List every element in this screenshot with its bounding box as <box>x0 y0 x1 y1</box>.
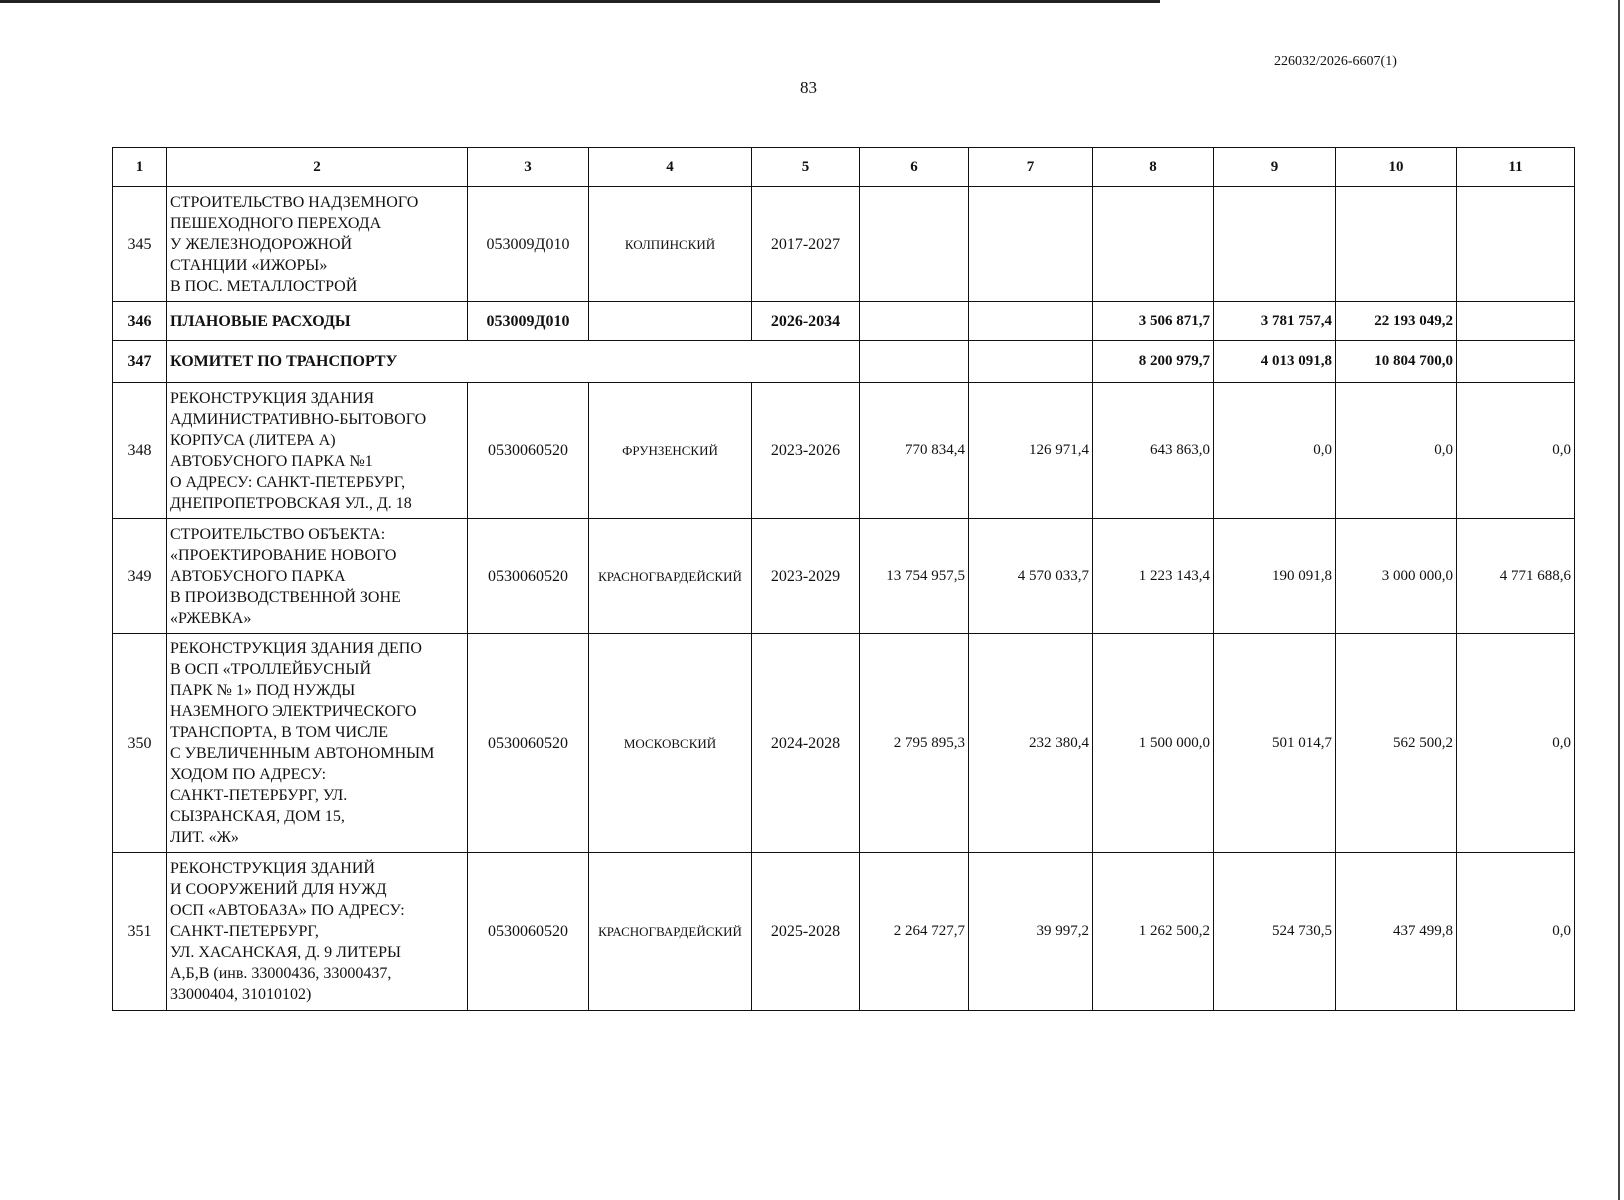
object-name-line: 33000404, 31010102) <box>170 986 312 1003</box>
table-row <box>113 187 1575 302</box>
row-number: 348 <box>113 383 167 519</box>
object-name-line: СТРОИТЕЛЬСТВО ОБЪЕКТА: <box>170 525 386 543</box>
amount-col11: 0,0 <box>1457 383 1575 519</box>
amount-col7 <box>969 341 1093 383</box>
object-name-line: С УВЕЛИЧЕННЫМ АВТОНОМНЫМ <box>170 745 435 762</box>
object-name-line: ДНЕПРОПЕТРОВСКАЯ УЛ., Д. 18 <box>170 494 412 512</box>
object-name-line: ОСП «АВТОБАЗА» ПО АДРЕСУ: <box>170 902 405 919</box>
row-number: 351 <box>113 853 167 1011</box>
amount-col7: 126 971,4 <box>969 383 1093 519</box>
object-name-line: В ПРОИЗВОДСТВЕННОЙ ЗОНЕ <box>170 588 401 606</box>
amount-col6: 770 834,4 <box>860 383 969 519</box>
scan-edge-right <box>1618 0 1620 1200</box>
column-header: 8 <box>1093 148 1214 187</box>
scan-edge-top <box>0 0 1160 3</box>
amount-col10: 437 499,8 <box>1336 853 1457 1011</box>
object-name-line: СТРОИТЕЛЬСТВО НАДЗЕМНОГО <box>170 193 419 211</box>
object-name-line: АВТОБУСНОГО ПАРКА №1 <box>170 452 373 470</box>
object-name-line: ПЕШЕХОДНОГО ПЕРЕХОДА <box>170 214 382 232</box>
period: 2025-2028 <box>752 853 860 1011</box>
object-name-line: РЕКОНСТРУКЦИЯ ЗДАНИЙ <box>170 860 375 877</box>
object-name-line: КОРПУСА (ЛИТЕРА А) <box>170 431 336 449</box>
object-name-line: «ПРОЕКТИРОВАНИЕ НОВОГО <box>170 546 397 564</box>
object-name-line: ПЛАНОВЫЕ РАСХОДЫ <box>170 312 351 330</box>
object-name-line: АВТОБУСНОГО ПАРКА <box>170 567 346 585</box>
object-name <box>167 853 468 1011</box>
amount-col10: 3 000 000,0 <box>1336 519 1457 634</box>
district: ФРУНЗЕНСКИЙ <box>589 383 752 519</box>
column-header: 11 <box>1457 148 1575 187</box>
amount-col11 <box>1457 302 1575 341</box>
amount-col6 <box>860 341 969 383</box>
period: 2024-2028 <box>752 634 860 853</box>
row-number: 345 <box>113 187 167 302</box>
table-row <box>113 383 1575 519</box>
object-name-line: АДМИНИСТРАТИВНО-БЫТОВОГО <box>170 410 427 428</box>
amount-col7: 4 570 033,7 <box>969 519 1093 634</box>
district: КРАСНОГВАРДЕЙСКИЙ <box>589 519 752 634</box>
object-name-line: САНКТ-ПЕТЕРБУРГ, УЛ. <box>170 787 348 804</box>
amount-col8: 3 506 871,7 <box>1093 302 1214 341</box>
row-number: 350 <box>113 634 167 853</box>
object-name <box>167 634 468 853</box>
object-name <box>167 383 468 519</box>
object-name-line: У ЖЕЛЕЗНОДОРОЖНОЙ <box>170 235 353 253</box>
column-header: 4 <box>589 148 752 187</box>
district <box>589 302 752 341</box>
amount-col10: 0,0 <box>1336 383 1457 519</box>
amount-col10: 10 804 700,0 <box>1336 341 1457 383</box>
table-row <box>113 302 1575 341</box>
object-name <box>167 187 468 302</box>
object-name-line: ТРАНСПОРТА, В ТОМ ЧИСЛЕ <box>170 724 389 741</box>
amount-col9: 4 013 091,8 <box>1214 341 1336 383</box>
amount-col6 <box>860 302 969 341</box>
period: 2017-2027 <box>752 187 860 302</box>
table-row <box>113 341 1575 383</box>
object-name <box>167 302 468 341</box>
amount-col11: 0,0 <box>1457 634 1575 853</box>
amount-col7 <box>969 302 1093 341</box>
object-name-line: ЛИТ. «Ж» <box>170 829 239 846</box>
table-header-row <box>113 148 1575 187</box>
row-number: 346 <box>113 302 167 341</box>
amount-col9: 501 014,7 <box>1214 634 1336 853</box>
object-name-line: ПАРК № 1» ПОД НУЖДЫ <box>170 682 356 699</box>
amount-col8 <box>1093 187 1214 302</box>
amount-col10: 562 500,2 <box>1336 634 1457 853</box>
amount-col6: 2 795 895,3 <box>860 634 969 853</box>
amount-col8: 1 223 143,4 <box>1093 519 1214 634</box>
amount-col8: 1 500 000,0 <box>1093 634 1214 853</box>
row-number: 347 <box>113 341 167 383</box>
column-header: 3 <box>468 148 589 187</box>
object-name-line: РЕКОНСТРУКЦИЯ ЗДАНИЯ <box>170 389 375 407</box>
budget-code: 0530060520 <box>468 634 589 853</box>
column-header: 10 <box>1336 148 1457 187</box>
budget-code: 0530060520 <box>468 853 589 1011</box>
district: МОСКОВСКИЙ <box>589 634 752 853</box>
column-header: 5 <box>752 148 860 187</box>
object-name-line: СТАНЦИИ «ИЖОРЫ» <box>170 256 328 274</box>
amount-col7 <box>969 187 1093 302</box>
amount-col10: 22 193 049,2 <box>1336 302 1457 341</box>
amount-col11: 0,0 <box>1457 853 1575 1011</box>
document-id: 226032/2026-6607(1) <box>1274 54 1397 69</box>
amount-col9 <box>1214 187 1336 302</box>
object-name-line: «РЖЕВКА» <box>170 609 252 627</box>
amount-col10 <box>1336 187 1457 302</box>
district: КОЛПИНСКИЙ <box>589 187 752 302</box>
amount-col6 <box>860 187 969 302</box>
object-name-line: РЕКОНСТРУКЦИЯ ЗДАНИЯ ДЕПО <box>170 640 422 657</box>
object-name-line: УЛ. ХАСАНСКАЯ, Д. 9 ЛИТЕРЫ <box>170 944 401 961</box>
column-header: 2 <box>167 148 468 187</box>
table-row <box>113 853 1575 1011</box>
amount-col8: 1 262 500,2 <box>1093 853 1214 1011</box>
object-name-line: СЫЗРАНСКАЯ, ДОМ 15, <box>170 808 345 825</box>
object-name-line: САНКТ-ПЕТЕРБУРГ, <box>170 923 319 940</box>
budget-table <box>112 147 1575 1011</box>
object-name-line: В ОСП «ТРОЛЛЕЙБУСНЫЙ <box>170 661 371 678</box>
column-header: 1 <box>113 148 167 187</box>
amount-col8: 643 863,0 <box>1093 383 1214 519</box>
section-title: КОМИТЕТ ПО ТРАНСПОРТУ <box>167 341 860 383</box>
district: КРАСНОГВАРДЕЙСКИЙ <box>589 853 752 1011</box>
object-name-line: НАЗЕМНОГО ЭЛЕКТРИЧЕСКОГО <box>170 703 417 720</box>
amount-col9: 524 730,5 <box>1214 853 1336 1011</box>
amount-col8: 8 200 979,7 <box>1093 341 1214 383</box>
budget-code: 0530060520 <box>468 519 589 634</box>
object-name-line: В ПОС. МЕТАЛЛОСТРОЙ <box>170 277 358 295</box>
period: 2023-2026 <box>752 383 860 519</box>
amount-col7: 39 997,2 <box>969 853 1093 1011</box>
amount-col11 <box>1457 187 1575 302</box>
amount-col11 <box>1457 341 1575 383</box>
amount-col6: 2 264 727,7 <box>860 853 969 1011</box>
row-number: 349 <box>113 519 167 634</box>
period: 2023-2029 <box>752 519 860 634</box>
object-name-line: О АДРЕСУ: САНКТ-ПЕТЕРБУРГ, <box>170 473 406 491</box>
budget-code: 053009Д010 <box>468 187 589 302</box>
budget-code: 0530060520 <box>468 383 589 519</box>
object-name-line: А,Б,В (инв. 33000436, 33000437, <box>170 965 392 982</box>
amount-col9: 3 781 757,4 <box>1214 302 1336 341</box>
period: 2026-2034 <box>752 302 860 341</box>
object-name-line: ХОДОМ ПО АДРЕСУ: <box>170 766 327 783</box>
object-name-line: И СООРУЖЕНИЙ ДЛЯ НУЖД <box>170 881 387 898</box>
object-name <box>167 519 468 634</box>
column-header: 9 <box>1214 148 1336 187</box>
table-row <box>113 519 1575 634</box>
amount-col6: 13 754 957,5 <box>860 519 969 634</box>
amount-col11: 4 771 688,6 <box>1457 519 1575 634</box>
amount-col9: 0,0 <box>1214 383 1336 519</box>
amount-col9: 190 091,8 <box>1214 519 1336 634</box>
page-number: 83 <box>800 78 817 97</box>
column-header: 7 <box>969 148 1093 187</box>
column-header: 6 <box>860 148 969 187</box>
amount-col7: 232 380,4 <box>969 634 1093 853</box>
budget-code: 053009Д010 <box>468 302 589 341</box>
table-row <box>113 634 1575 853</box>
